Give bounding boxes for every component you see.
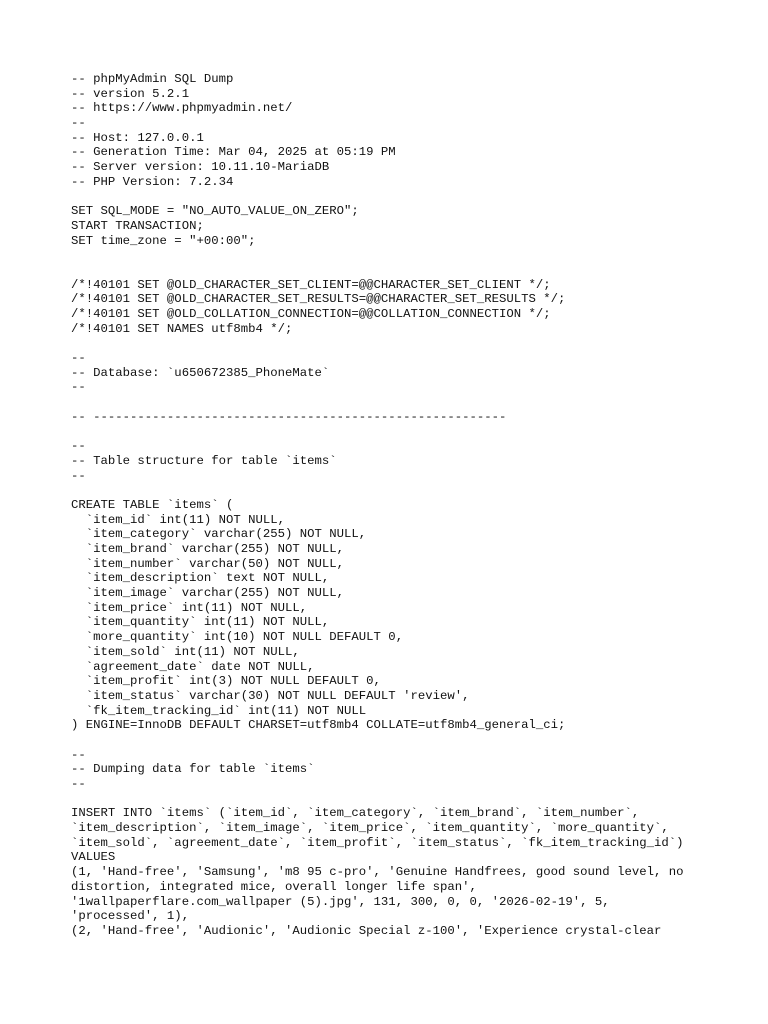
document-line: '1wallpaperflare.com_wallpaper (5).jpg', 131, 300, 0, 0, '2026-02-19', 5, — [71, 894, 610, 909]
document-line: -- — [71, 777, 86, 791]
document-line: -- — [71, 747, 86, 762]
document-line: SET time_zone = "+00:00"; — [71, 233, 256, 248]
document-line: -- — [71, 468, 86, 483]
document-line: -- -------------------------------------------------------- — [71, 409, 507, 424]
document-line: distortion, integrated mice, overall longer life span', — [71, 879, 477, 894]
document-line — [71, 190, 751, 205]
document-line: /*!40101 SET @OLD_CHARACTER_SET_CLIENT=@@CHARACTER_SET_CLIENT */; — [71, 277, 551, 292]
document-line: -- Table structure for table `items` — [71, 453, 337, 468]
document-line: /*!40101 SET @OLD_CHARACTER_SET_RESULTS=@@CHARACTER_SET_RESULTS */; — [71, 292, 566, 307]
document-line: -- — [71, 380, 86, 395]
document-line: CREATE TABLE `items` ( — [71, 497, 234, 512]
document-line: `item_number` varchar(50) NOT NULL, — [71, 556, 345, 571]
document-line: 'processed', 1), — [71, 909, 190, 924]
document-line: `more_quantity` int(10) NOT NULL DEFAULT 0, — [71, 630, 404, 645]
document-line: ) ENGINE=InnoDB DEFAULT CHARSET=utf8mb4 COLLATE=utf8mb4_general_ci; — [71, 718, 566, 733]
document-line: `item_profit` int(3) NOT NULL DEFAULT 0, — [71, 674, 381, 689]
sql-dump-document — [71, 72, 751, 939]
document-line: -- phpMyAdmin SQL Dump — [71, 72, 234, 86]
document-line: INSERT INTO `items` (`item_id`, `item_category`, `item_brand`, `item_number`, — [71, 806, 640, 821]
document-line: `item_quantity` int(11) NOT NULL, — [71, 615, 330, 630]
document-line: VALUES — [71, 850, 116, 865]
document-line: SET SQL_MODE = "NO_AUTO_VALUE_ON_ZERO"; — [71, 204, 359, 219]
document-line — [71, 792, 751, 807]
document-line: -- Database: `u650672385_PhoneMate` — [71, 365, 330, 380]
document-line: -- Server version: 10.11.10-MariaDB — [71, 160, 330, 175]
document-line — [71, 425, 751, 440]
document-line: `item_description` text NOT NULL, — [71, 571, 330, 586]
document-line — [71, 733, 751, 748]
document-line: -- PHP Version: 7.2.34 — [71, 174, 234, 189]
document-line — [71, 263, 751, 278]
document-line: /*!40101 SET NAMES utf8mb4 */; — [71, 321, 293, 336]
document-line — [71, 248, 751, 263]
document-line — [71, 395, 751, 410]
document-line: `fk_item_tracking_id` int(11) NOT NULL — [71, 703, 367, 718]
document-line: `item_brand` varchar(255) NOT NULL, — [71, 542, 345, 556]
document-line: `item_image` varchar(255) NOT NULL, — [71, 586, 345, 601]
document-line: -- https://www.phpmyadmin.net/ — [71, 101, 293, 116]
document-line: `item_id` int(11) NOT NULL, — [71, 512, 286, 527]
document-line: -- — [71, 439, 86, 454]
document-line: `item_sold` int(11) NOT NULL, — [71, 644, 300, 659]
document-line — [71, 336, 751, 351]
document-line: (2, 'Hand-free', 'Audionic', 'Audionic Special z-100', 'Experience crystal-clear — [71, 923, 662, 938]
document-line: -- Host: 127.0.0.1 — [71, 130, 204, 145]
document-line: `item_sold`, `agreement_date`, `item_profit`, `item_status`, `fk_item_tracking_id`) — [71, 835, 684, 850]
document-line: `item_price` int(11) NOT NULL, — [71, 600, 308, 615]
document-line — [71, 483, 751, 498]
document-line: `item_description`, `item_image`, `item_price`, `item_quantity`, `more_quantity`, — [71, 821, 669, 836]
document-line: -- Generation Time: Mar 04, 2025 at 05:19 PM — [71, 145, 396, 160]
document-line: START TRANSACTION; — [71, 218, 204, 233]
document-line: -- version 5.2.1 — [71, 86, 190, 101]
document-line: /*!40101 SET @OLD_COLLATION_CONNECTION=@@COLLATION_CONNECTION */; — [71, 307, 551, 321]
document-line: `agreement_date` date NOT NULL, — [71, 659, 315, 674]
document-line: (1, 'Hand-free', 'Samsung', 'm8 95 c-pro', 'Genuine Handfrees, good sound level, no — [71, 865, 684, 880]
document-line: `item_status` varchar(30) NOT NULL DEFAULT 'review', — [71, 688, 470, 703]
document-line: -- Dumping data for table `items` — [71, 762, 315, 777]
document-line: -- — [71, 351, 86, 366]
document-line: -- — [71, 116, 86, 131]
document-line: `item_category` varchar(255) NOT NULL, — [71, 527, 367, 542]
